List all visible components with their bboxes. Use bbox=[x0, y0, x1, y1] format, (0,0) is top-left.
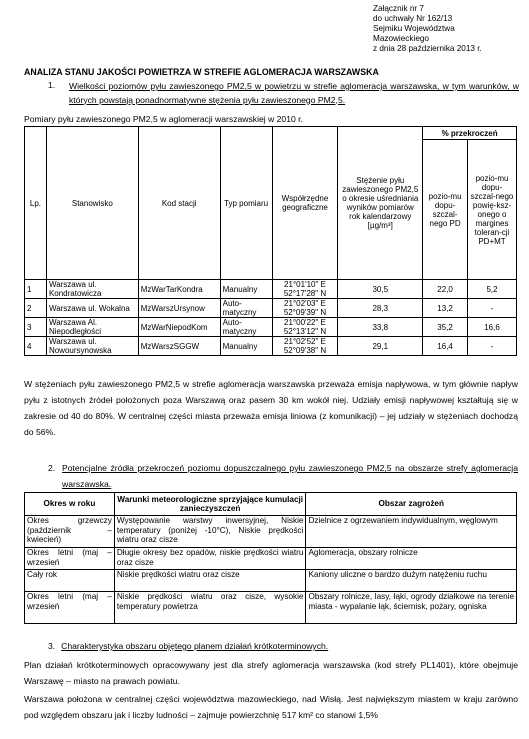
cell-coords: 21°02'52" E 52°09'38" N bbox=[272, 337, 338, 356]
cell-pdmt: - bbox=[468, 337, 517, 356]
cell-lp: 1 bbox=[25, 280, 47, 299]
cell-period: Okres letni (maj – wrzesień bbox=[25, 548, 115, 570]
col-header-type: Typ pomiaru bbox=[220, 127, 272, 280]
cell-type: Auto-matyczny bbox=[220, 318, 272, 337]
measurement-table bbox=[24, 126, 517, 356]
cell-pd: 13,2 bbox=[423, 299, 468, 318]
cell-lp: 2 bbox=[25, 299, 47, 318]
cell-area: Aglomeracja, obszary rolnicze bbox=[306, 548, 517, 570]
section-3-heading bbox=[48, 641, 328, 652]
col-header-period: Okres w roku bbox=[25, 493, 115, 516]
section-title: Potencjalne źródła przekroczeń poziomu dopuszczalnego pyłu zawieszonego PM2,5 na obszarze strefy aglomeracja warszawska. bbox=[62, 463, 518, 489]
cell-conditions: Długie okresy bez opadów, niskie prędkości wiatru oraz cisze bbox=[114, 548, 306, 570]
sources-table bbox=[24, 492, 517, 624]
cell-code: MzWarszUrsynow bbox=[138, 299, 220, 318]
cell-station: Warszawa ul. Nowoursynowska bbox=[46, 337, 138, 356]
cell-station: Warszawa ul. Wokalna bbox=[46, 299, 138, 318]
section-number: 1. bbox=[48, 80, 56, 90]
col-header-conditions: Warunki meteorologiczne sprzyjające kumulacji zanieczyszczeń bbox=[114, 493, 306, 516]
cell-lp: 4 bbox=[25, 337, 47, 356]
col-header-pd: pozio-mu dopu-szczal-nego PD bbox=[423, 140, 468, 280]
col-header-pdmt: pozio-mu dopu-szczal-nego powię-ksz-onego o margines toleran-cji PD+MT bbox=[468, 140, 517, 280]
cell-pd: 35,2 bbox=[423, 318, 468, 337]
cell-type: Manualny bbox=[220, 337, 272, 356]
cell-code: MzWarNiepodKom bbox=[138, 318, 220, 337]
cell-pdmt: 5,2 bbox=[468, 280, 517, 299]
col-header-concentration: Stężenie pyłu zawieszonego PM2,5 o okresie uśredniania wyników pomiarów rok kalendarzowy [µg/m³] bbox=[338, 127, 423, 280]
section-title: Wielkości poziomów pyłu zawieszonego PM2,5 w powietrzu w strefie aglomeracja warszawska, w tym warunków, w których powstają ponadnormatywne stężenia pyłu zawieszonego PM2,5. bbox=[69, 81, 519, 105]
cell-area: Obszary rolnicze, lasy, łąki, ogrody działkowe na terenie miasta - wypalanie łąk, ściernisk, pożary, ogniska bbox=[306, 592, 517, 624]
paragraph-plan: Plan działań krótkoterminowych opracowywany jest dla strefy aglomeracja warszawska (kod strefy PL1401), które obejmuje Warszawę – miasto na prawach powiatu. bbox=[24, 660, 518, 686]
cell-coords: 21°02'03" E 52°09'39" N bbox=[272, 299, 338, 318]
cell-pd: 22,0 bbox=[423, 280, 468, 299]
cell-coords: 21°01'10" E 52°17'28" N bbox=[272, 280, 338, 299]
cell-concentration: 28,3 bbox=[338, 299, 423, 318]
cell-coords: 21°00'22" E 52°13'12" N bbox=[272, 318, 338, 337]
cell-period: Cały rok bbox=[25, 570, 115, 592]
cell-period: Okres letni (maj – wrzesień bbox=[25, 592, 115, 624]
table-row bbox=[25, 318, 517, 337]
paragraph-location: Warszawa położona w centralnej części województwa mazowieckiego, nad Wisłą. Jest największym miastem w kraju zarówno pod względem obszaru jak i liczby ludności – zajmuje powierzchnię 517 km² co stanowi 1,5% bbox=[24, 694, 518, 720]
table-row bbox=[25, 570, 517, 592]
cell-concentration: 29,1 bbox=[338, 337, 423, 356]
cell-area: Kaniony uliczne o bardzo dużym natężeniu ruchu bbox=[306, 570, 517, 592]
table-row bbox=[25, 280, 517, 299]
header-line: do uchwały Nr 162/13 bbox=[373, 14, 453, 23]
table-row bbox=[25, 299, 517, 318]
section-number: 3. bbox=[48, 641, 56, 651]
table-caption: Pomiary pyłu zawieszonego PM2,5 w aglomeracji warszawskiej w 2010 r. bbox=[24, 114, 303, 124]
header-line: Mazowieckiego bbox=[373, 34, 429, 43]
table-row bbox=[25, 337, 517, 356]
header-line: Załącznik nr 7 bbox=[373, 4, 424, 13]
annex-header bbox=[373, 4, 523, 54]
table-row bbox=[25, 516, 517, 548]
col-header-coords: Współrzędne geograficzne bbox=[272, 127, 338, 280]
header-line: z dnia 28 października 2013 r. bbox=[373, 44, 482, 53]
cell-code: MzWarTarKondra bbox=[138, 280, 220, 299]
cell-pdmt: - bbox=[468, 299, 517, 318]
cell-period: Okres grzewczy (październik – kwiecień) bbox=[25, 516, 115, 548]
cell-area: Dzielnice z ogrzewaniem indywidualnym, węglowym bbox=[306, 516, 517, 548]
col-header-code: Kod stacji bbox=[138, 127, 220, 280]
table-row bbox=[25, 592, 517, 624]
cell-type: Manualny bbox=[220, 280, 272, 299]
cell-station: Warszawa ul. Kondratowicza bbox=[46, 280, 138, 299]
table-row bbox=[25, 548, 517, 570]
col-header-lp: Lp. bbox=[25, 127, 47, 280]
cell-conditions: Niskie prędkości wiatru oraz cisze, wysokie temperatury powietrza bbox=[114, 592, 306, 624]
cell-conditions: Niskie prędkości wiatru oraz cisze bbox=[114, 570, 306, 592]
section-title: Charakterystyka obszaru objętego planem działań krótkoterminowych. bbox=[61, 641, 329, 651]
cell-concentration: 30,5 bbox=[338, 280, 423, 299]
col-header-area: Obszar zagrożeń bbox=[306, 493, 517, 516]
cell-lp: 3 bbox=[25, 318, 47, 337]
col-header-station: Stanowisko bbox=[46, 127, 138, 280]
cell-pd: 16,4 bbox=[423, 337, 468, 356]
document-title: ANALIZA STANU JAKOŚCI POWIETRZA W STREFIE AGLOMERACJA WARSZAWSKA bbox=[24, 67, 379, 77]
cell-station: Warszawa Al. Niepodległości bbox=[46, 318, 138, 337]
cell-code: MzWarszSGGW bbox=[138, 337, 220, 356]
header-line: Sejmiku Województwa bbox=[373, 24, 455, 33]
cell-pdmt: 16,6 bbox=[468, 318, 517, 337]
section-number: 2. bbox=[48, 463, 56, 473]
col-header-exceedance-group: % przekroczeń bbox=[423, 127, 517, 140]
cell-type: Auto-matyczny bbox=[220, 299, 272, 318]
paragraph-emission: W stężeniach pyłu zawieszonego PM2,5 w strefie aglomeracja warszawska przeważa emisja napływowa, w tym głównie napływ pyłu z istotnych źródeł położonych poza Warszawą oraz pasem 30 km wokół niej. Udziały emisji napływowej kształtują się w zakresie od 40 do 80%. W centralnej części miasta przeważa emisja liniowa (z komunikacji) – jej udziały w stężeniach dochodzą do 56%. bbox=[24, 379, 518, 437]
cell-concentration: 33,8 bbox=[338, 318, 423, 337]
cell-conditions: Występowanie warstwy inwersyjnej, Niskie temperatury (poniżej -10°C), Niskie prędkości wiatru oraz cisze bbox=[114, 516, 306, 548]
